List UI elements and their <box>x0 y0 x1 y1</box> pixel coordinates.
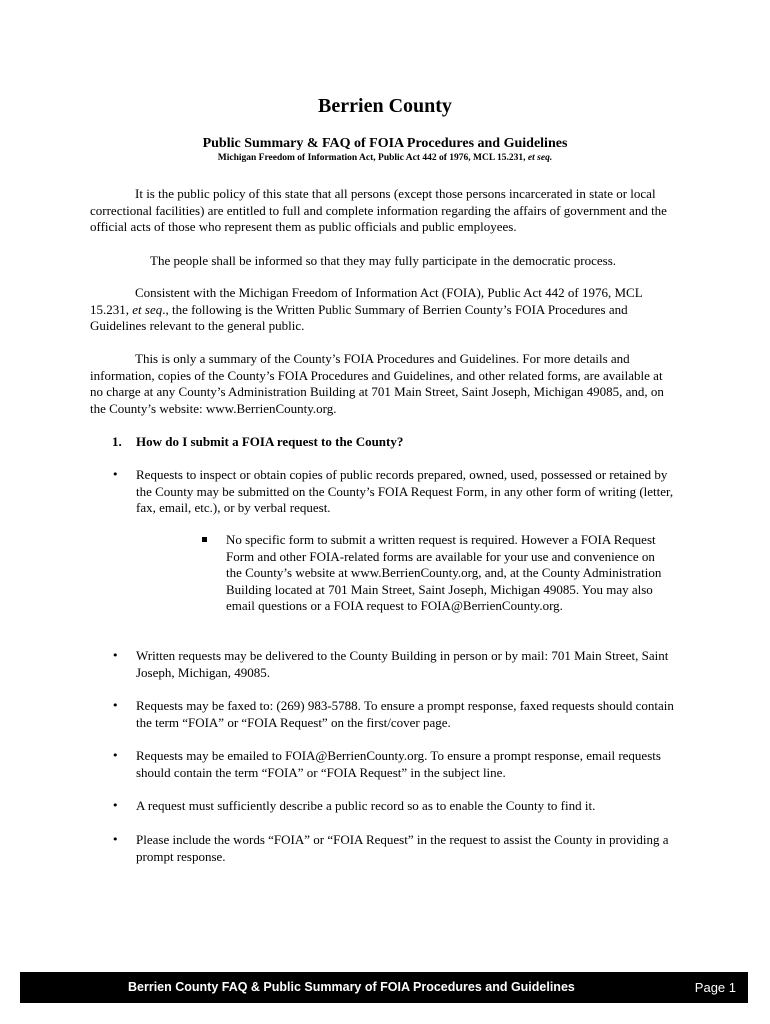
square-bullet-icon <box>202 537 207 542</box>
summary-paragraph: This is only a summary of the County’s FOIA Procedures and Guidelines. For more details and information, copies of the County’s FOIA Procedures and Guidelines, and other related forms, are available at no charge at any County’s Administration Building at 701 Main Street, Saint Joseph, Michigan 49085, and, on the County’s website: www.BerrienCounty.org. <box>90 351 664 416</box>
page-number: Page 1 <box>694 980 736 995</box>
informed-paragraph: The people shall be informed so that they may fully participate in the democratic process. <box>150 253 617 268</box>
list-item-text: Requests to inspect or obtain copies of public records prepared, owned, used, possessed or retained by the County may be submitted on the County’s FOIA Request Form, in any other form of writing (letter, fax, email, etc.), or by verbal request. <box>136 467 674 515</box>
bullet-icon: • <box>112 649 119 662</box>
page-footer <box>20 972 748 1003</box>
bullet-icon: • <box>112 749 119 762</box>
section-number: 1. <box>112 434 122 449</box>
consistent-paragraph <box>90 285 678 335</box>
list-item <box>112 748 678 782</box>
list-item <box>112 832 678 866</box>
list-item <box>112 467 678 517</box>
bullet-icon: • <box>112 468 119 481</box>
list-item-text: A request must sufficiently describe a public record so as to enable the County to find it. <box>136 798 596 813</box>
list-item <box>112 648 678 682</box>
section-heading <box>112 434 672 451</box>
list-item-text: Please include the words “FOIA” or “FOIA Request” in the request to assist the County in providing a prompt response. <box>136 832 669 864</box>
bullet-icon: • <box>112 699 119 712</box>
consistent-text-b: ., the following is the Written Public Summary of Berrien County’s FOIA Procedures and Guidelines relevant to the general public. <box>90 301 628 333</box>
policy-paragraph: It is the public policy of this state that all persons (except those persons incarcerated in state or local correctional facilities) are entitled to full and complete information regarding the affairs of government and the official acts of those who represent them as public officials and public employees. <box>90 186 667 234</box>
consistent-text-a: Consistent with the Michigan Freedom of Information Act (FOIA), Public Act 442 of 1976, MCL 15.231, <box>90 285 643 317</box>
bullet-icon: • <box>112 833 119 846</box>
document-subtitle: Public Summary & FAQ of FOIA Procedures and Guidelines <box>202 136 568 151</box>
statute-italic: et seq. <box>527 153 553 163</box>
list-item-text: Requests may be faxed to: (269) 983-5788. To ensure a prompt response, faxed requests should contain the term “FOIA” or “FOIA Request” on the first/cover page. <box>136 698 674 730</box>
statute-text: Michigan Freedom of Information Act, Public Act 442 of 1976, MCL 15.231, <box>217 153 528 163</box>
sub-list-item <box>202 532 662 632</box>
list-item-text: Requests may be emailed to FOIA@BerrienCounty.org. To ensure a prompt response, email requests should contain the term “FOIA” or “FOIA Request” in the subject line. <box>136 748 661 780</box>
sub-list-item-text: No specific form to submit a written request is required. However a FOIA Request Form and other FOIA-related forms are available for your use and convenience on the County’s website at www.BerrienCounty.org, and, at the County Administration Building located at 701 Main Street, Saint Joseph, Michigan 49085. You may also email questions or a FOIA request to FOIA@BerrienCounty.org. <box>226 532 662 613</box>
document-title: Berrien County <box>318 95 452 117</box>
list-item <box>112 698 678 732</box>
consistent-italic: et seq <box>132 301 163 317</box>
statute-citation <box>0 152 770 164</box>
footer-title: Berrien County FAQ & Public Summary of FOIA Procedures and Guidelines <box>128 980 575 994</box>
list-item <box>112 798 678 816</box>
section-heading-text: How do I submit a FOIA request to the County? <box>136 434 404 449</box>
list-item-text: Written requests may be delivered to the County Building in person or by mail: 701 Main Street, Saint Joseph, Michigan, 49085. <box>136 648 669 680</box>
bullet-icon: • <box>112 799 119 812</box>
